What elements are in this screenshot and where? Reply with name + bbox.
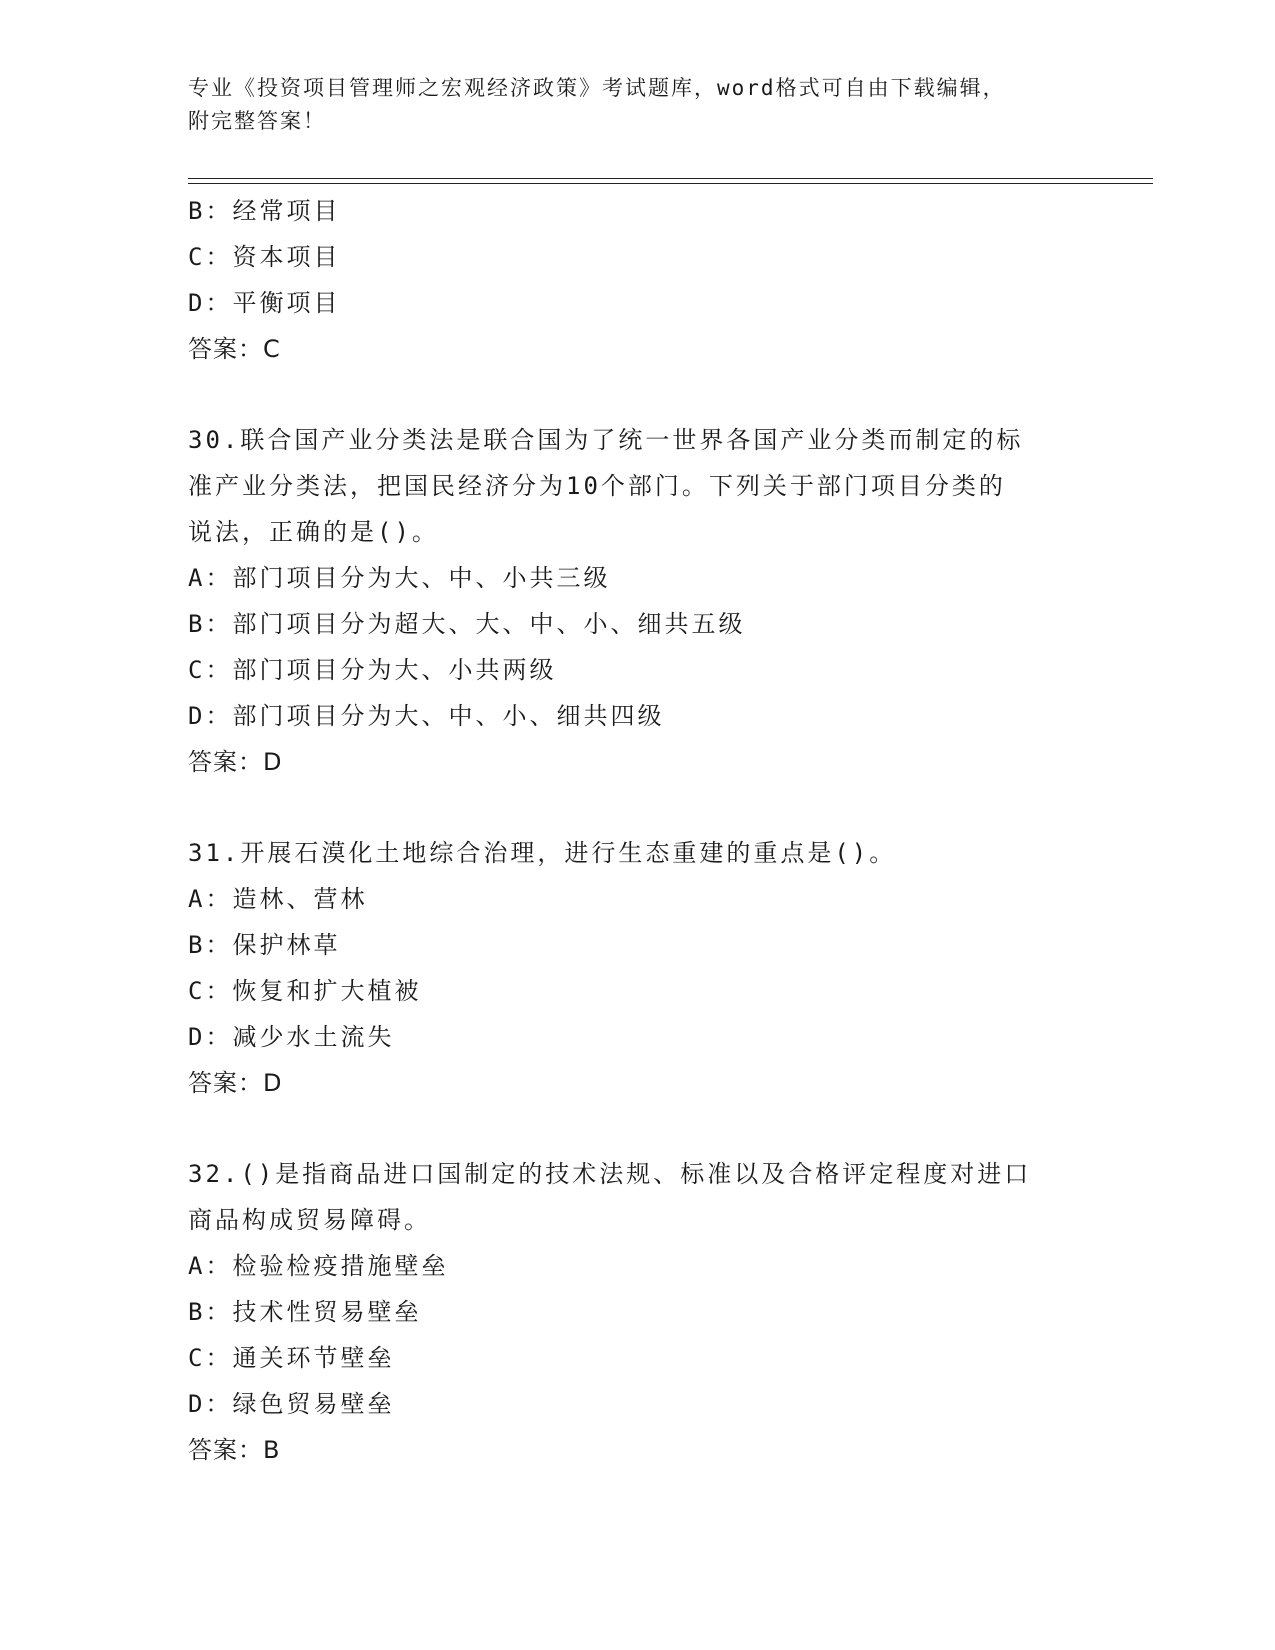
option-c: C：部门项目分为大、小共两级 — [188, 656, 557, 684]
option-d: D：平衡项目 — [188, 289, 341, 317]
question-32 — [188, 1151, 1088, 1473]
spacer — [188, 372, 1088, 417]
question-stem — [188, 830, 1088, 876]
option-c: C：通关环节壁垒 — [188, 1344, 395, 1372]
answer-line: 答案：C — [188, 335, 281, 363]
option-c: C：恢复和扩大植被 — [188, 977, 422, 1005]
stem-line: 说法，正确的是()。 — [188, 518, 439, 546]
option-b: B：保护林草 — [188, 931, 341, 959]
option-d: D：绿色贸易壁垒 — [188, 1390, 395, 1418]
question-29-continued — [188, 188, 1088, 372]
stem-line: 32.()是指商品进口国制定的技术法规、标准以及合格评定程度对进口 — [188, 1160, 1032, 1188]
question-stem — [188, 417, 1088, 555]
stem-line: 准产业分类法，把国民经济分为10个部门。下列关于部门项目分类的 — [188, 472, 1006, 500]
header-divider-top — [188, 178, 1153, 179]
answer-line: 答案：B — [188, 1436, 281, 1464]
option-c: C：资本项目 — [188, 243, 341, 271]
question-stem — [188, 1151, 1088, 1243]
option-b: B：经常项目 — [188, 197, 341, 225]
option-a: A：检验检疫措施壁垒 — [188, 1252, 449, 1280]
spacer — [188, 1106, 1088, 1151]
header-title-line-2: 附完整答案！ — [188, 109, 326, 133]
question-list — [188, 188, 1088, 1473]
spacer — [188, 785, 1088, 830]
answer-line: 答案：D — [188, 1069, 283, 1097]
question-31 — [188, 830, 1088, 1106]
stem-line: 31.开展石漠化土地综合治理，进行生态重建的重点是()。 — [188, 839, 897, 867]
header-title-line-1: 专业《投资项目管理师之宏观经济政策》考试题库，word格式可自由下载编辑， — [188, 76, 1006, 100]
answer-line: 答案：D — [188, 748, 283, 776]
option-a: A：造林、营林 — [188, 885, 368, 913]
option-b: B：技术性贸易壁垒 — [188, 1298, 422, 1326]
question-30 — [188, 417, 1088, 785]
stem-line: 30.联合国产业分类法是联合国为了统一世界各国产业分类而制定的标 — [188, 426, 1024, 454]
option-d: D：减少水土流失 — [188, 1023, 395, 1051]
option-d: D：部门项目分为大、中、小、细共四级 — [188, 702, 665, 730]
stem-line: 商品构成贸易障碍。 — [188, 1206, 431, 1234]
option-a: A：部门项目分为大、中、小共三级 — [188, 564, 611, 592]
document-header — [188, 72, 1108, 138]
option-b: B：部门项目分为超大、大、中、小、细共五级 — [188, 610, 746, 638]
header-divider-bottom — [188, 183, 1153, 184]
